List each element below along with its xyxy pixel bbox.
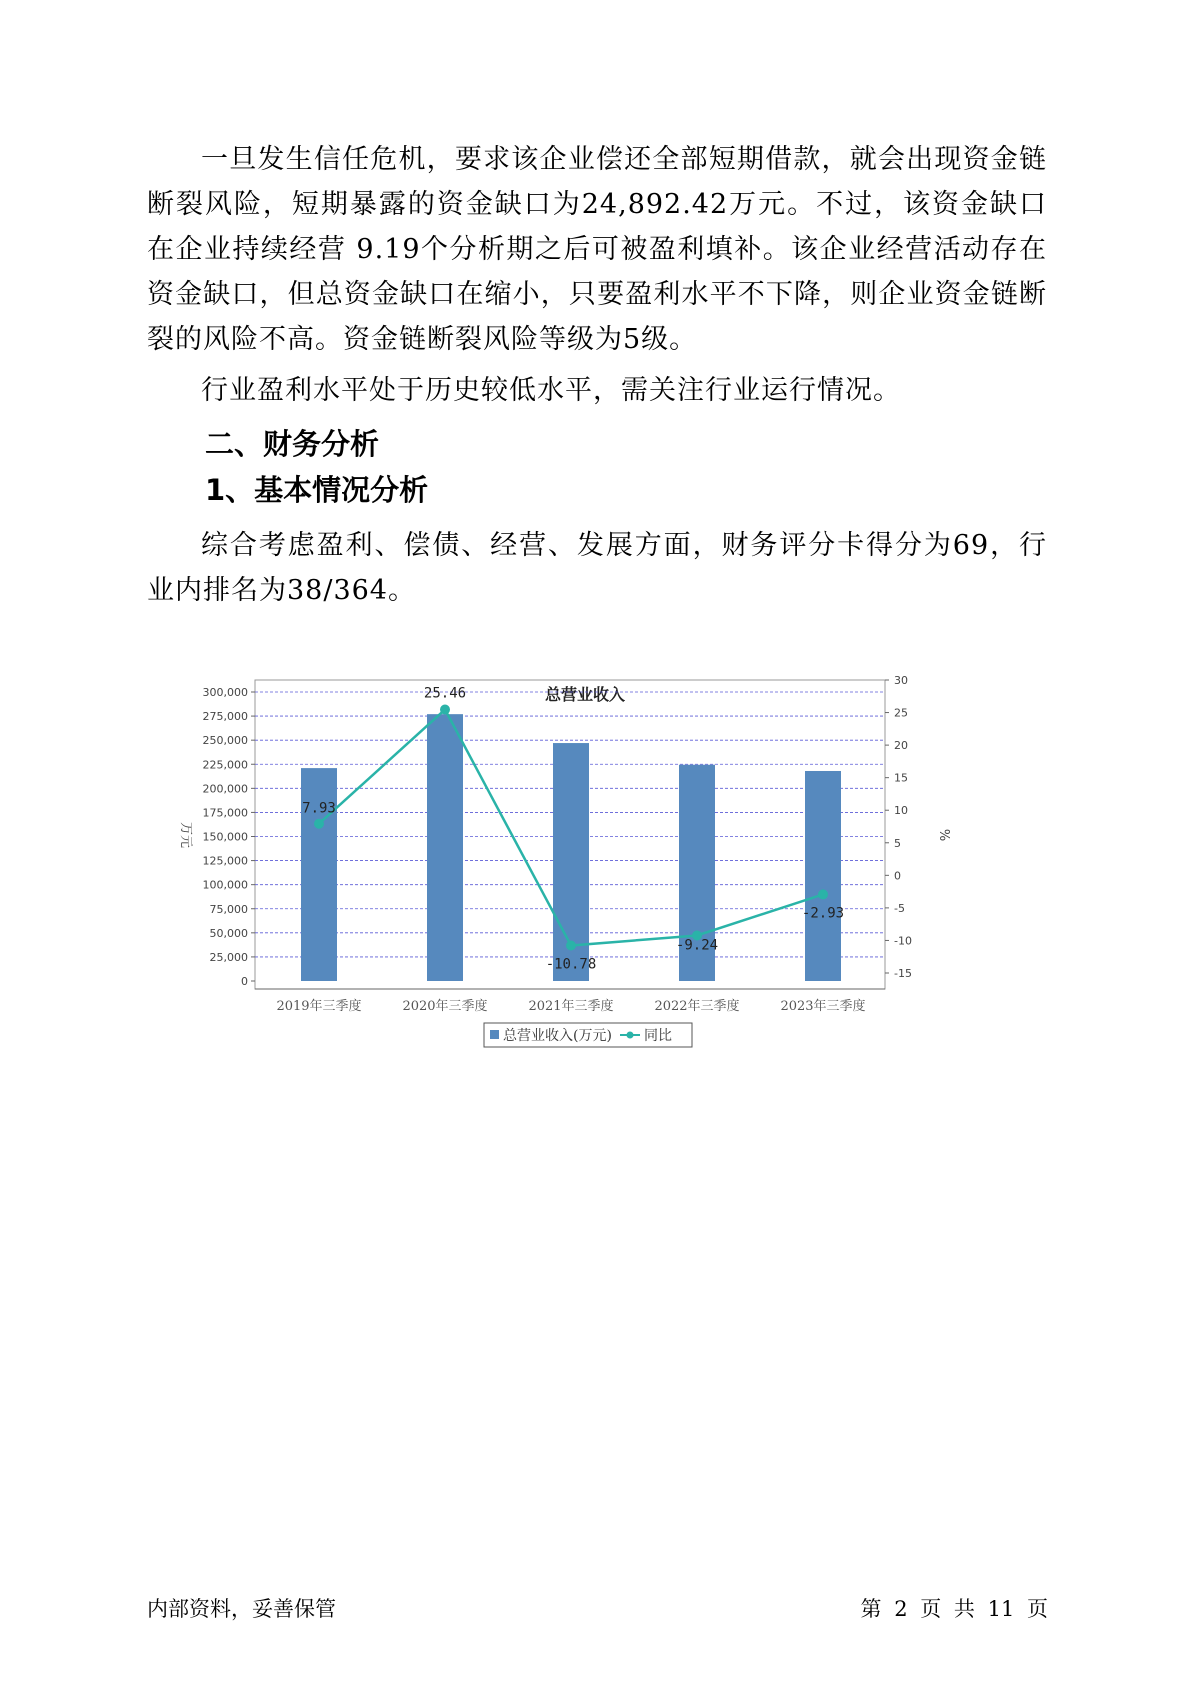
legend-bar-label: 总营业收入(万元) [503, 1028, 612, 1044]
yoy-point-5 [818, 889, 828, 899]
paragraph-scorecard: 综合考虑盈利、偿债、经营、发展方面，财务评分卡得分为69，行业内排名为38/364。 [147, 530, 1047, 606]
subsection-heading: 1、基本情况分析 [205, 473, 429, 507]
footer-page-number: 第 2 页 共 11 页 [860, 1597, 1048, 1621]
yoy-point-3 [566, 941, 576, 951]
right-axis-tick-label: -5 [894, 901, 905, 915]
left-axis-tick-label: 100,000 [202, 878, 248, 892]
left-axis-label: 万元 [178, 821, 193, 849]
section-heading: 二、财务分析 [205, 427, 380, 461]
paragraph-industry-profit: 行业盈利水平处于历史较低水平，需关注行业运行情况。 [201, 375, 901, 406]
right-axis-tick-label: -10 [894, 934, 912, 948]
right-axis-tick-label: 30 [894, 675, 908, 687]
left-axis-tick-label: 300,000 [202, 686, 248, 699]
left-axis-tick-label: 75,000 [209, 902, 248, 916]
yoy-data-label: 25.46 [423, 685, 467, 702]
left-axis-tick-label: 225,000 [202, 758, 248, 772]
legend-bar-swatch [490, 1030, 499, 1039]
footer-confidential: 内部资料，妥善保管 [147, 1597, 336, 1621]
right-axis-tick-label: 0 [894, 869, 901, 883]
left-axis-tick-label: 125,000 [202, 854, 248, 868]
yoy-data-label: -2.93 [801, 905, 845, 922]
left-axis-tick-label: 250,000 [202, 734, 248, 748]
yoy-data-label: -9.24 [675, 937, 719, 954]
yoy-point-1 [314, 819, 324, 829]
x-axis-tick-label: 2023年三季度 [780, 999, 866, 1014]
x-axis-tick-label: 2020年三季度 [402, 999, 488, 1014]
yoy-data-label: 7.93 [302, 800, 336, 817]
right-axis-tick-label: 15 [894, 771, 908, 785]
right-axis-label: % [936, 828, 951, 842]
x-axis-tick-label: 2021年三季度 [528, 999, 614, 1014]
left-axis-tick-label: 275,000 [202, 710, 248, 724]
left-axis-tick-label: 50,000 [209, 926, 248, 940]
left-axis-tick-label: 0 [241, 975, 248, 988]
yoy-point-2 [440, 705, 450, 715]
legend-line-label: 同比 [644, 1028, 672, 1044]
paragraph-funding-gap: 一旦发生信任危机，要求该企业偿还全部短期借款，就会出现资金链断裂风险，短期暴露的资金缺口为24,892.42万元。不过，该资金缺口在企业持续经营 9.19个分析期之后可被盈利填补。该企业经营活动存在资金缺口，但总资金缺口在缩小，只要盈利水平不下降，则企业资金链断裂的风险不高。资金链断裂风险等级为5级。 [147, 144, 1047, 355]
legend [484, 1023, 692, 1047]
right-axis-tick-label: 10 [894, 804, 908, 818]
x-axis-tick-label: 2022年三季度 [654, 999, 740, 1014]
right-axis-tick-label: 25 [894, 706, 908, 720]
x-axis-tick-label: 2019年三季度 [276, 999, 362, 1014]
right-axis-tick-label: -15 [894, 967, 912, 980]
left-axis-tick-label: 150,000 [202, 830, 248, 844]
left-axis-tick-label: 175,000 [202, 806, 248, 820]
yoy-data-label: -10.78 [545, 956, 597, 973]
right-axis-tick-label: 20 [894, 739, 908, 753]
chart-title: 总营业收入 [544, 685, 626, 704]
revenue-chart [170, 675, 1000, 1135]
right-axis-tick-label: 5 [894, 836, 901, 850]
bar-2 [427, 714, 463, 981]
left-axis-tick-label: 25,000 [209, 950, 248, 964]
left-axis-tick-label: 200,000 [202, 782, 248, 796]
bar-5 [805, 771, 841, 981]
legend-line-marker [627, 1032, 634, 1039]
